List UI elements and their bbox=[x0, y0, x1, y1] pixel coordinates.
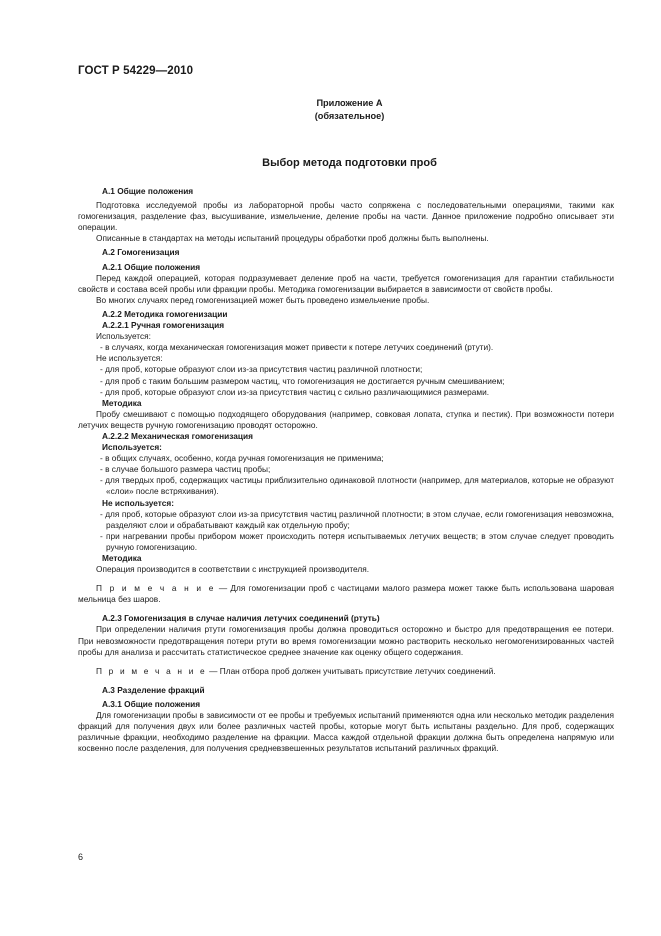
section-heading: А.1 Общие положения bbox=[102, 186, 194, 196]
list-label: Используется: bbox=[96, 331, 151, 342]
note-label: П р и м е ч а н и е bbox=[96, 583, 216, 594]
document-body bbox=[78, 186, 614, 754]
page-number: 6 bbox=[78, 852, 84, 862]
paragraph: Операция производится в соответствии с инструкцией производителя. bbox=[96, 564, 370, 575]
paragraph: Подготовка исследуемой пробы из лабораторной пробы часто сопряжена с последовательными операциями, такими как гомогенизация, разделение фаз, высушивание, измельчение, деление пробы на части. Данное приложение подробно описывает эти операции. bbox=[78, 200, 614, 233]
paragraph: При определении наличия ртути гомогенизация пробы должна проводиться осторожно и быстро для предотвращения ее потери. При невозможности предотвращения потери ртути во время гомогенизации можно растворить несколько негомогенизированных частей пробы для анализа и рассчитать статистическое среднее значение как оценку общего содержания. bbox=[78, 624, 614, 657]
subsection-heading: А.3.1 Общие положения bbox=[102, 698, 201, 709]
appendix-title: Приложение А bbox=[316, 98, 383, 108]
paragraph: Перед каждой операцией, которая подразумевает деление проб на части, требуется гомогенизация для гарантии стабильности свойств и состава всей пробы или фракции пробы. Методика гомогенизации выбирается в зависимости от свойств пробы. bbox=[78, 272, 614, 294]
section-heading: А.3 Разделение фракций bbox=[102, 684, 205, 695]
note-text: — Для гомогенизации проб с частицами малого размера может также быть использована шаровая мельница без шаров. bbox=[78, 583, 614, 605]
section-heading: А.2 Гомогенизация bbox=[102, 247, 180, 258]
list-label: Используется: bbox=[102, 442, 162, 453]
subsection-heading: А.2.3 Гомогенизация в случае наличия летучих соединений (ртуть) bbox=[102, 613, 380, 624]
subsection-heading: А.2.2.1 Ручная гомогенизация bbox=[102, 320, 225, 331]
note bbox=[78, 666, 614, 677]
paragraph: Описанные в стандартах на методы испытаний процедуры обработки проб должны быть выполнены. bbox=[96, 233, 489, 244]
note-text: — План отбора проб должен учитывать присутствие летучих соединений. bbox=[206, 665, 496, 676]
list-item: - для твердых проб, содержащих частицы приблизительно одинаковой плотности (например, для материалов, которые не образуют «слои» после встряхивания). bbox=[100, 475, 614, 497]
paragraph: Для гомогенизации пробы в зависимости от ее пробы и требуемых испытаний применяются одна или несколько методик разделения фракций для получения двух или более различных частей пробы, которые могут быть испытаны раздельно. Для проб, содержащих различные фракции, необходимо разделение на фракции. Масса каждой отдельной фракции должна быть определена напрямую или косвенно после разделения, для получения средневзвешенных результатов испытаний различных фракций. bbox=[78, 710, 614, 754]
appendix-label bbox=[0, 97, 661, 123]
list-item: - в случаях, когда механическая гомогенизация может привести к потере летучих соединений (ртути). bbox=[100, 342, 494, 353]
document-code: ГОСТ Р 54229—2010 bbox=[78, 65, 194, 77]
note bbox=[78, 583, 614, 605]
paragraph: Во многих случаях перед гомогенизацией может быть проведено измельчение пробы. bbox=[96, 294, 430, 305]
method-heading: Методика bbox=[102, 553, 142, 563]
list-item: - для проб с таким большим размером частиц, что гомогенизация не достигается ручным смешиванием; bbox=[100, 375, 505, 386]
note-label: П р и м е ч а н и е bbox=[96, 665, 207, 676]
appendix-status: (обязательное) bbox=[314, 111, 385, 121]
method-heading: Методика bbox=[102, 397, 142, 408]
subsection-heading: А.2.2 Методика гомогенизации bbox=[102, 308, 228, 319]
list-label: Не используется: bbox=[102, 497, 174, 508]
list-item: - для проб, которые образуют слои из-за присутствия частиц различной плотности; в этом случае, если гомогенизация невозможна, разделяют слои и обрабатывают каждый как отдельную пробу; bbox=[100, 508, 614, 530]
list-item: - при нагревании пробы прибором может происходить потеря испытываемых летучих веществ; в этом случае следует проводить ручную гомогенизацию. bbox=[100, 530, 614, 552]
list-item: - для проб, которые образуют слои из-за присутствия частиц с сильно различающимися размерами. bbox=[100, 386, 490, 397]
list-item: - для проб, которые образуют слои из-за присутствия частиц различной плотности; bbox=[100, 364, 423, 375]
page-title: Выбор метода подготовки проб bbox=[262, 157, 437, 169]
list-item: - в общих случаях, особенно, когда ручная гомогенизация не применима; bbox=[100, 453, 384, 464]
list-item: - в случае большого размера частиц пробы; bbox=[100, 464, 271, 475]
list-label: Не используется: bbox=[96, 353, 163, 364]
paragraph: Пробу смешивают с помощью подходящего оборудования (например, совковая лопата, ступка и пестик). При возможности потери летучих веществ ручную гомогенизацию проводят осторожно. bbox=[78, 408, 614, 430]
subsection-heading: А.2.1 Общие положения bbox=[102, 261, 201, 272]
subsection-heading: А.2.2.2 Механическая гомогенизация bbox=[102, 430, 253, 441]
